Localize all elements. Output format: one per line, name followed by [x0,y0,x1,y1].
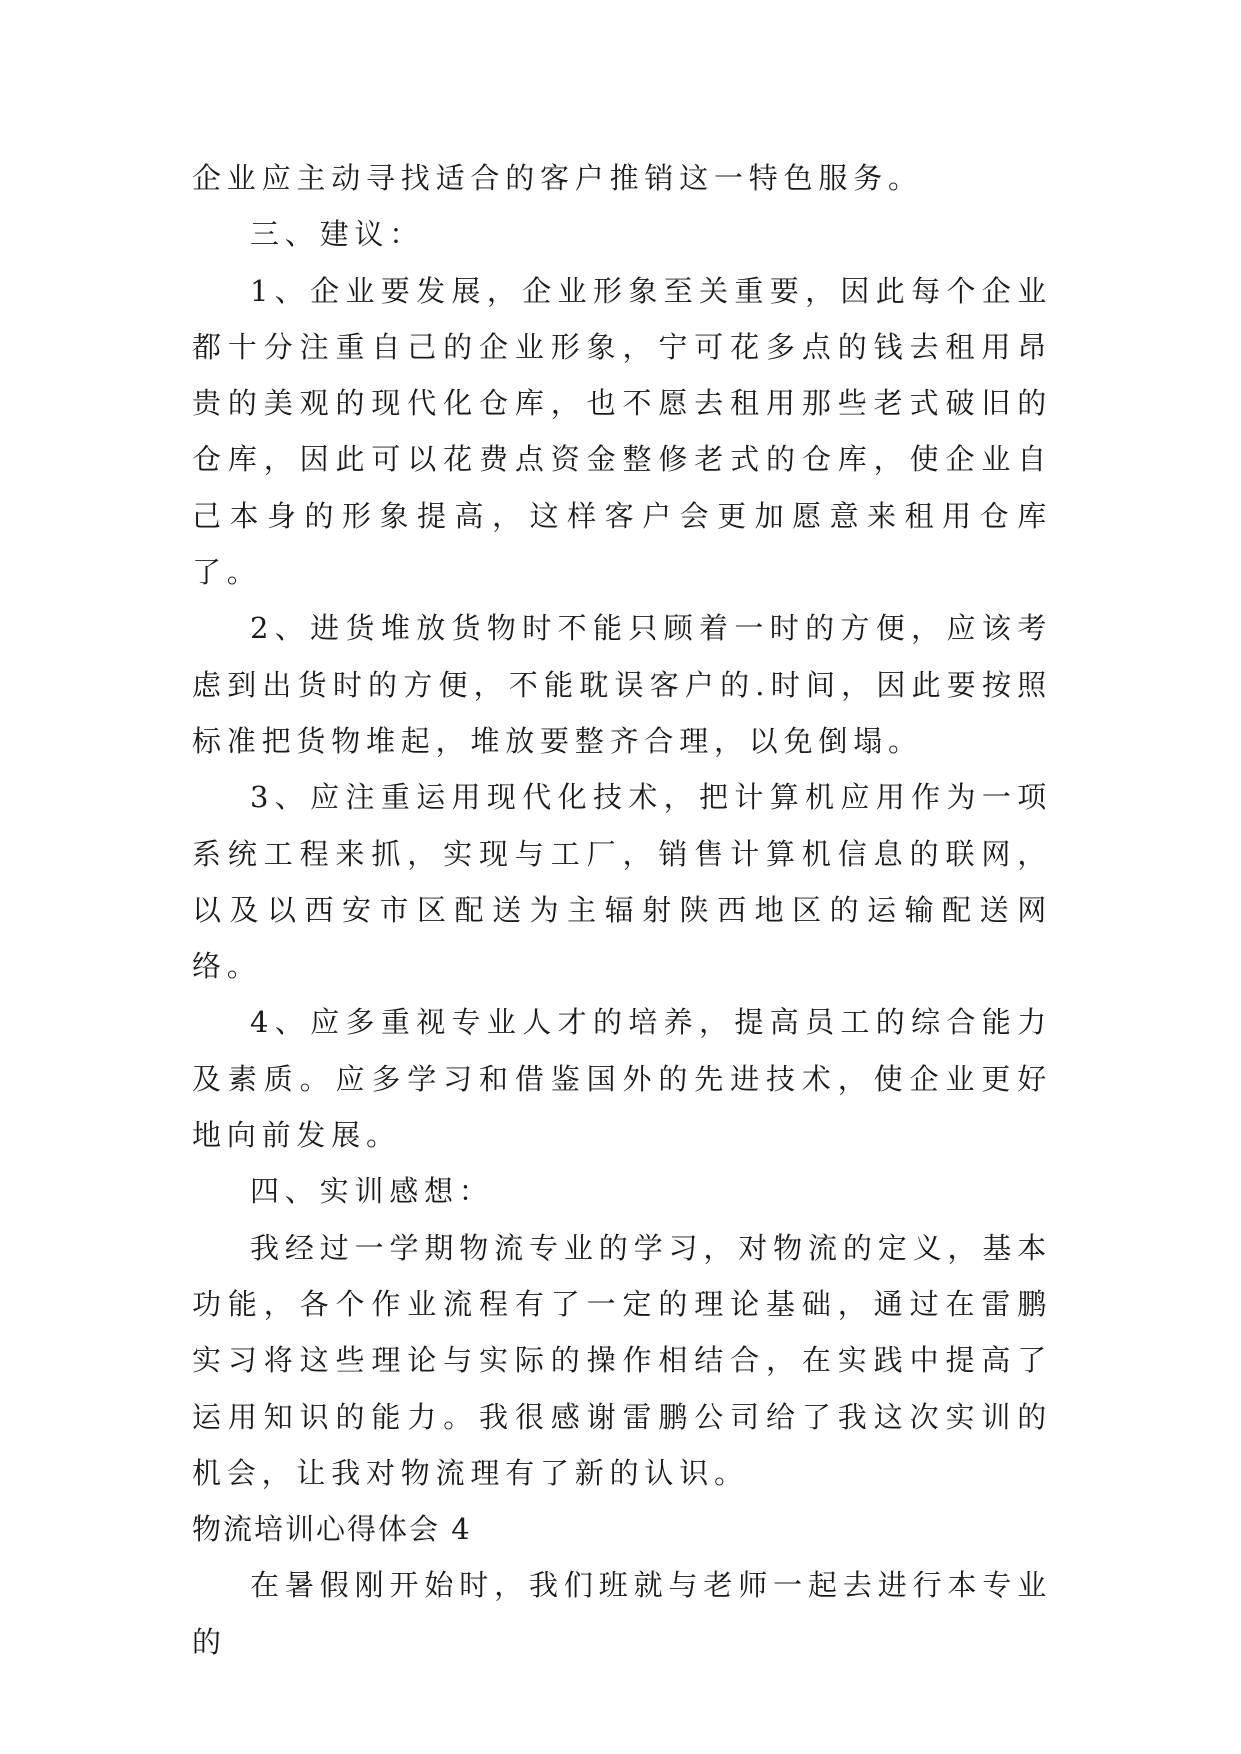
section-heading-suggestions: 三、建议： [250,217,425,252]
paragraph-reflections: 我经过一学期物流专业的学习，对物流的定义，基本功能，各个作业流程有了一定的理论基础，通过在雷鹏实习将这些理论与实际的操作相结合，在实践中提高了运用知识的能力。我很感谢雷鹏公司给了我这次实训的机会，让我对物流理有了新的认识。 [192,1230,1052,1490]
paragraph-suggestion-4: 4、应多重视专业人才的培养，提高员工的综合能力及素质。应多学习和借鉴国外的先进技术，使企业更好地向前发展。 [192,1005,1052,1153]
paragraph-article-start: 在暑假刚开始时，我们班就与老师一起去进行本专业的 [192,1568,1052,1659]
paragraph-suggestion-2: 2、进货堆放货物时不能只顾着一时的方便，应该考虑到出货时的方便，不能耽误客户的.时间，因此要按照标准把货物堆起，堆放要整齐合理，以免倒塌。 [192,611,1052,758]
document-body [192,150,1052,1670]
paragraph-suggestion-3: 3、应注重运用现代化技术，把计算机应用作为一项系统工程来抓，实现与工厂，销售计算机信息的联网，以及以西安市区配送为主辐射陕西地区的运输配送网络。 [192,780,1052,984]
section-heading-reflections: 四、实训感想： [250,1174,494,1209]
paragraph-suggestion-1: 1、企业要发展，企业形象至关重要，因此每个企业都十分注重自己的企业形象，宁可花多点的钱去租用昂贵的美观的现代化仓库，也不愿去租用那些老式破旧的仓库，因此可以花费点资金整修老式的仓库，使企业自己本身的形象提高，这样客户会更加愿意来租用仓库了。 [192,273,1052,590]
paragraph-intro-continuation: 企业应主动寻找适合的客户推销这一特色服务。 [192,161,923,195]
article-heading: 物流培训心得体会 4 [192,1512,472,1547]
